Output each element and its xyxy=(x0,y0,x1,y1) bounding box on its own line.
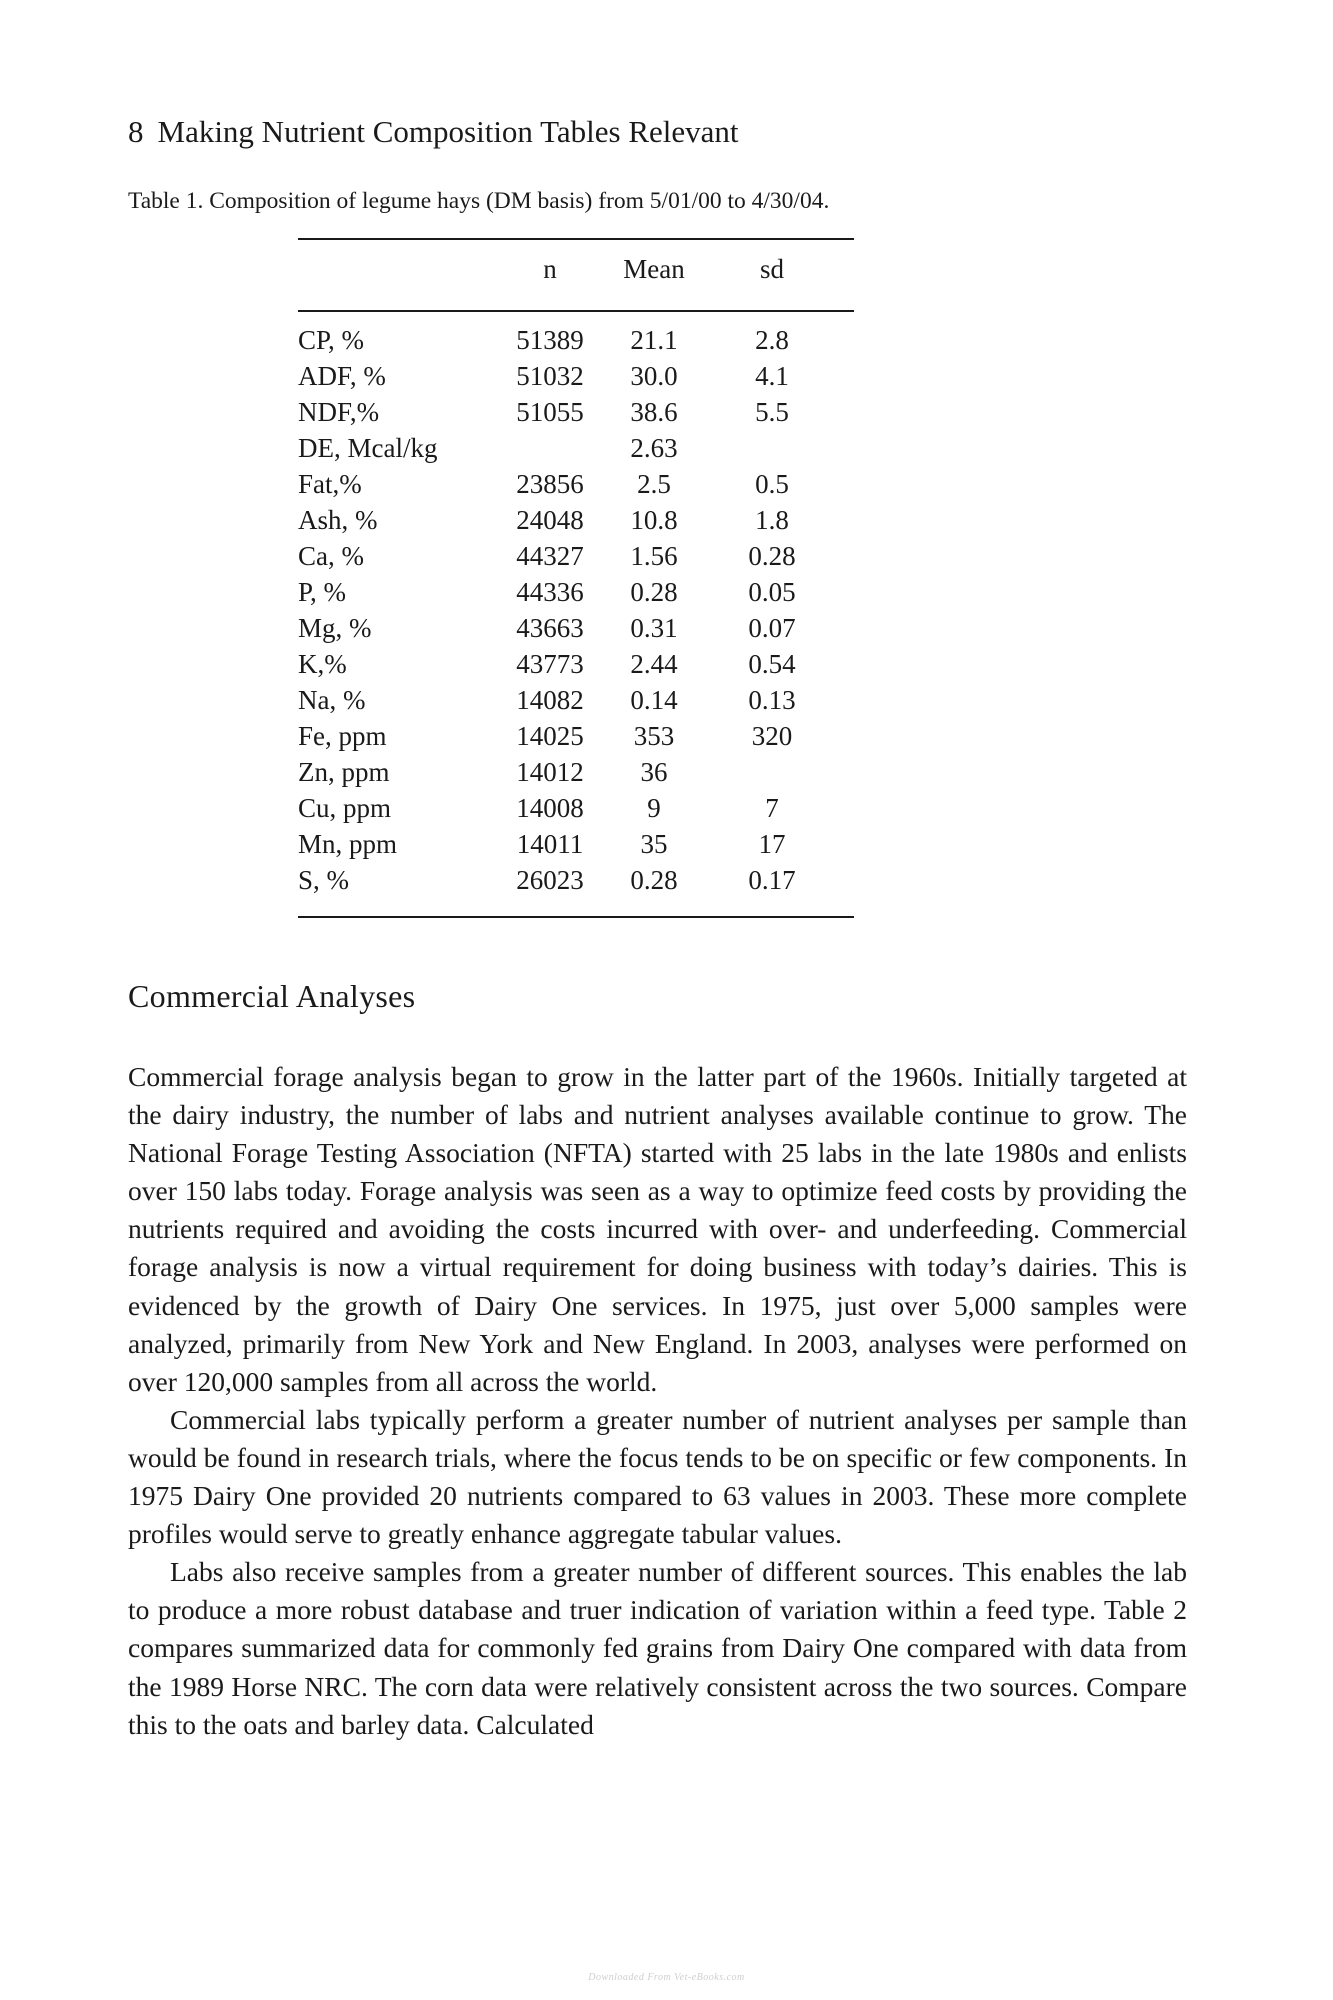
table-row xyxy=(298,610,854,646)
table-caption: Table 1. Composition of legume hays (DM basis) from 5/01/00 to 4/30/04. xyxy=(128,188,830,214)
row-sd: 5.5 xyxy=(755,397,789,427)
table-row xyxy=(298,538,854,574)
row-mean: 0.14 xyxy=(630,685,678,715)
header-sd: sd xyxy=(759,254,784,284)
row-mean: 1.56 xyxy=(630,541,678,571)
row-n: 51032 xyxy=(516,361,584,391)
header-n: n xyxy=(543,254,557,284)
paragraph-2: Commercial labs typically perform a greater number of nutrient analyses per sample than would be found in research trials, where the focus tends to be on specific or few components. In 1975 Dairy One provided 20 nutrients compared to 63 values in 2003. These more complete profiles would serve to greatly enhance aggregate tabular values. xyxy=(128,1403,1187,1550)
table-header-row xyxy=(298,240,854,310)
running-head xyxy=(128,112,739,152)
row-mean: 38.6 xyxy=(630,397,678,427)
row-mean: 35 xyxy=(640,829,668,859)
row-sd: 0.05 xyxy=(748,577,796,607)
row-n: 43773 xyxy=(516,649,584,679)
row-n: 14012 xyxy=(516,757,584,787)
row-sd: 0.17 xyxy=(748,865,796,895)
table-row xyxy=(298,718,854,754)
table-row xyxy=(298,466,854,502)
row-label: P, % xyxy=(298,577,347,607)
row-label: ADF, % xyxy=(298,361,386,391)
row-sd: 0.13 xyxy=(748,685,796,715)
row-sd: 17 xyxy=(758,829,786,859)
row-label: Ca, % xyxy=(298,541,364,571)
table-row xyxy=(298,430,854,466)
row-n: 24048 xyxy=(516,505,584,535)
table-bottom-rule xyxy=(298,916,854,918)
row-n: 14025 xyxy=(516,721,584,751)
table-row xyxy=(298,322,854,358)
row-n: 51055 xyxy=(516,397,584,427)
row-label: Mg, % xyxy=(298,613,372,643)
header-mean: Mean xyxy=(623,254,685,284)
row-n: 26023 xyxy=(516,865,584,895)
row-label: Zn, ppm xyxy=(298,757,390,787)
table-row xyxy=(298,646,854,682)
row-sd: 1.8 xyxy=(755,505,789,535)
row-label: S, % xyxy=(298,865,350,895)
row-label: CP, % xyxy=(298,325,365,355)
table-row xyxy=(298,826,854,862)
body-text xyxy=(128,1058,1187,1744)
row-mean: 36 xyxy=(640,757,668,787)
row-label: Fat,% xyxy=(298,469,362,499)
table-row xyxy=(298,754,854,790)
row-mean: 2.63 xyxy=(630,433,678,463)
paragraph-1: Commercial forage analysis began to grow in the latter part of the 1960s. Initially targeted at the dairy industry, the number of labs and nutrient analyses available continue to grow. The National Forage Testing Association (NFTA) started with 25 labs in the late 1980s and enlists over 150 labs today. Forage analysis was seen as a way to optimize feed costs by providing the nutrients required and avoiding the costs incurred with over- and underfeeding. Commercial forage analysis is now a virtual requirement for doing business with today’s dairies. This is evidenced by the growth of Dairy One services. In 1975, just over 5,000 samples were analyzed, primarily from New York and New England. In 2003, analyses were performed on over 120,000 samples from all across the world. xyxy=(128,1061,1187,1397)
table-row xyxy=(298,358,854,394)
row-label: Ash, % xyxy=(298,505,378,535)
row-label: Mn, ppm xyxy=(298,829,398,859)
paragraph-3: Labs also receive samples from a greater number of different sources. This enables the lab to produce a more robust database and truer indication of variation within a feed type. Table 2 compares summarized data for commonly fed grains from Dairy One compared with data from the 1989 Horse NRC. The corn data were relatively consistent across the two sources. Compare this to the oats and barley data. Calculated xyxy=(128,1556,1187,1740)
row-label: Fe, ppm xyxy=(298,721,387,751)
table-body xyxy=(298,312,854,916)
row-mean: 0.31 xyxy=(630,613,678,643)
row-n: 44327 xyxy=(516,541,584,571)
row-label: NDF,% xyxy=(298,397,380,427)
row-mean: 21.1 xyxy=(630,325,678,355)
row-n: 14082 xyxy=(516,685,584,715)
row-label: DE, Mcal/kg xyxy=(298,433,438,463)
row-n: 14008 xyxy=(516,793,584,823)
row-n: 51389 xyxy=(516,325,584,355)
row-sd: 0.5 xyxy=(755,469,789,499)
row-label: Cu, ppm xyxy=(298,793,392,823)
running-head-title: Making Nutrient Composition Tables Relevant xyxy=(157,114,739,149)
row-sd: 2.8 xyxy=(755,325,789,355)
table-row xyxy=(298,790,854,826)
row-mean: 0.28 xyxy=(630,577,678,607)
row-sd: 4.1 xyxy=(755,361,789,391)
composition-table xyxy=(298,238,854,918)
table-row xyxy=(298,682,854,718)
row-label: Na, % xyxy=(298,685,366,715)
row-n: 14011 xyxy=(516,829,584,859)
row-n: 23856 xyxy=(516,469,584,499)
row-mean: 353 xyxy=(633,721,675,751)
page-number: 8 xyxy=(128,114,144,149)
section-heading: Commercial Analyses xyxy=(128,978,416,1014)
table-row xyxy=(298,574,854,610)
footer-watermark: Downloaded From Vet-eBooks.com xyxy=(588,1972,745,1983)
table-row xyxy=(298,394,854,430)
row-n: 44336 xyxy=(516,577,584,607)
row-n: 43663 xyxy=(516,613,584,643)
row-mean: 10.8 xyxy=(630,505,678,535)
row-sd: 0.54 xyxy=(748,649,796,679)
row-sd: 320 xyxy=(751,721,793,751)
row-label: K,% xyxy=(298,649,347,679)
row-mean: 30.0 xyxy=(630,361,678,391)
row-sd: 7 xyxy=(765,793,779,823)
row-mean: 9 xyxy=(647,793,661,823)
row-sd: 0.28 xyxy=(748,541,796,571)
table-row xyxy=(298,502,854,538)
table-row xyxy=(298,862,854,898)
row-sd: 0.07 xyxy=(748,613,796,643)
row-mean: 2.5 xyxy=(637,469,671,499)
row-mean: 2.44 xyxy=(630,649,678,679)
row-mean: 0.28 xyxy=(630,865,678,895)
